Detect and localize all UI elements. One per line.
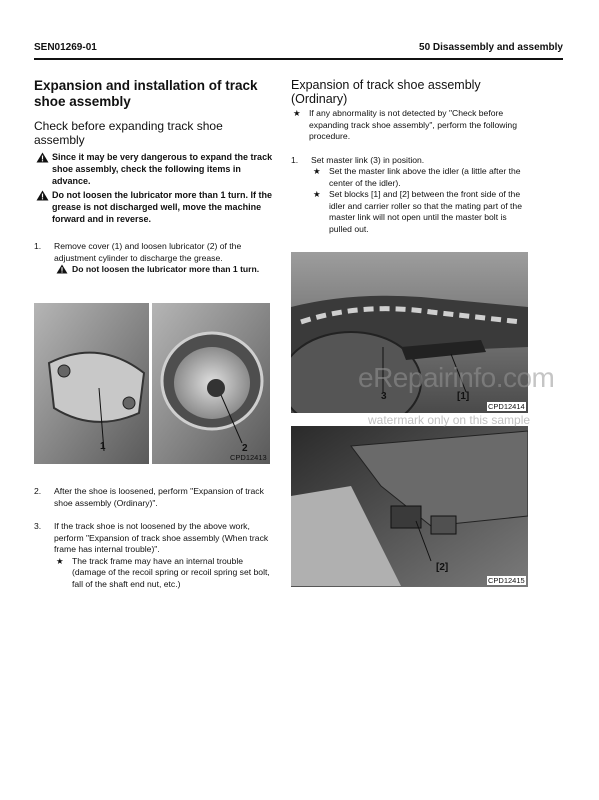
photo-blocks <box>291 426 528 587</box>
step-number: 2. <box>34 486 42 496</box>
intro-text: If any abnormality is not detected by "Check before expanding track shoe assembly", perform the following procedure. <box>309 108 517 141</box>
callout-3: 3 <box>381 391 387 402</box>
note-text: The track frame may have an internal trouble (damage of the recoil spring or recoil spring set bolt, fall of the shaft end nut, etc.) <box>72 555 270 589</box>
right-intro <box>291 108 530 143</box>
callout-2: 2 <box>242 443 248 454</box>
step-text: After the shoe is loosened, perform "Expansion of track shoe assembly (Ordinary)". <box>54 486 264 508</box>
star-note-icon: ★ <box>293 108 301 118</box>
star-note-icon: ★ <box>56 555 64 566</box>
left-column-lower <box>34 486 274 590</box>
warning-2 <box>34 189 274 225</box>
star-note-icon: ★ <box>313 189 321 199</box>
right-column <box>291 78 530 235</box>
right-step-1 <box>291 155 530 167</box>
page-header <box>34 40 563 60</box>
callout-1: 1 <box>100 441 106 452</box>
step-text: If the track shoe is not loosened by the above work, perform "Expansion of track shoe assembly (When track frame has internal trouble)". <box>54 521 269 554</box>
photo-caption: CPD12414 <box>488 402 525 411</box>
note-text: Set the master link above the idler (a little after the center of the idler). <box>329 166 521 188</box>
warning-triangle-icon <box>36 152 49 163</box>
warning-1 <box>34 151 274 187</box>
photo-cover-lubricator-image <box>34 303 270 464</box>
left-step-1 <box>34 241 274 264</box>
step-number: 1. <box>291 154 299 165</box>
main-heading: Expansion and installation of track shoe assembly <box>34 78 258 109</box>
document-id: SEN01269-01 <box>34 42 97 53</box>
ordinary-heading: Expansion of track shoe assembly (Ordinary) <box>291 78 481 106</box>
right-step-1-note-1 <box>311 166 530 189</box>
note-text: Do not loosen the lubricator more than 1 turn. <box>72 264 260 274</box>
warning-triangle-icon <box>36 190 49 201</box>
left-step-1-note <box>54 264 274 276</box>
callout-block-2: [2] <box>436 562 449 573</box>
photo-caption: CPD12413 <box>230 453 267 462</box>
check-subheading: Check before expanding track shoe assembly <box>34 119 223 147</box>
watermark-sub: watermark only on this sample <box>368 413 531 427</box>
photo-caption: CPD12415 <box>488 576 525 585</box>
step-number: 3. <box>34 521 42 531</box>
left-step-3-note <box>54 556 274 591</box>
step-number: 1. <box>34 241 42 251</box>
photo-cover-lubricator <box>34 303 270 464</box>
step-text: Set master link (3) in position. <box>311 154 425 165</box>
step-text: Remove cover (1) and loosen lubricator (2) of the adjustment cylinder to discharge the grease. <box>54 241 242 263</box>
callout-block-1: [1] <box>457 391 470 402</box>
warning-triangle-icon <box>56 264 68 278</box>
star-note-icon: ★ <box>313 166 321 176</box>
photo-blocks-image <box>291 426 528 587</box>
warning-1-text: Since it may be very dangerous to expand the track shoe assembly, check the following items in advance. <box>52 152 273 186</box>
left-step-2 <box>34 486 274 509</box>
left-step-3 <box>34 521 274 556</box>
watermark-main: eRepairinfo.com <box>358 362 555 393</box>
right-step-1-note-2 <box>311 189 530 235</box>
warning-2-text: Do not loosen the lubricator more than 1 turn. If the grease is not discharged well, move the machine forward and in reverse. <box>52 190 273 224</box>
section-title: 50 Disassembly and assembly <box>419 42 563 53</box>
note-text: Set blocks [1] and [2] between the front side of the idler and carrier roller so that the mating part of the master link will not open until the master bolt is pulled out. <box>329 189 522 234</box>
left-column <box>34 78 274 276</box>
